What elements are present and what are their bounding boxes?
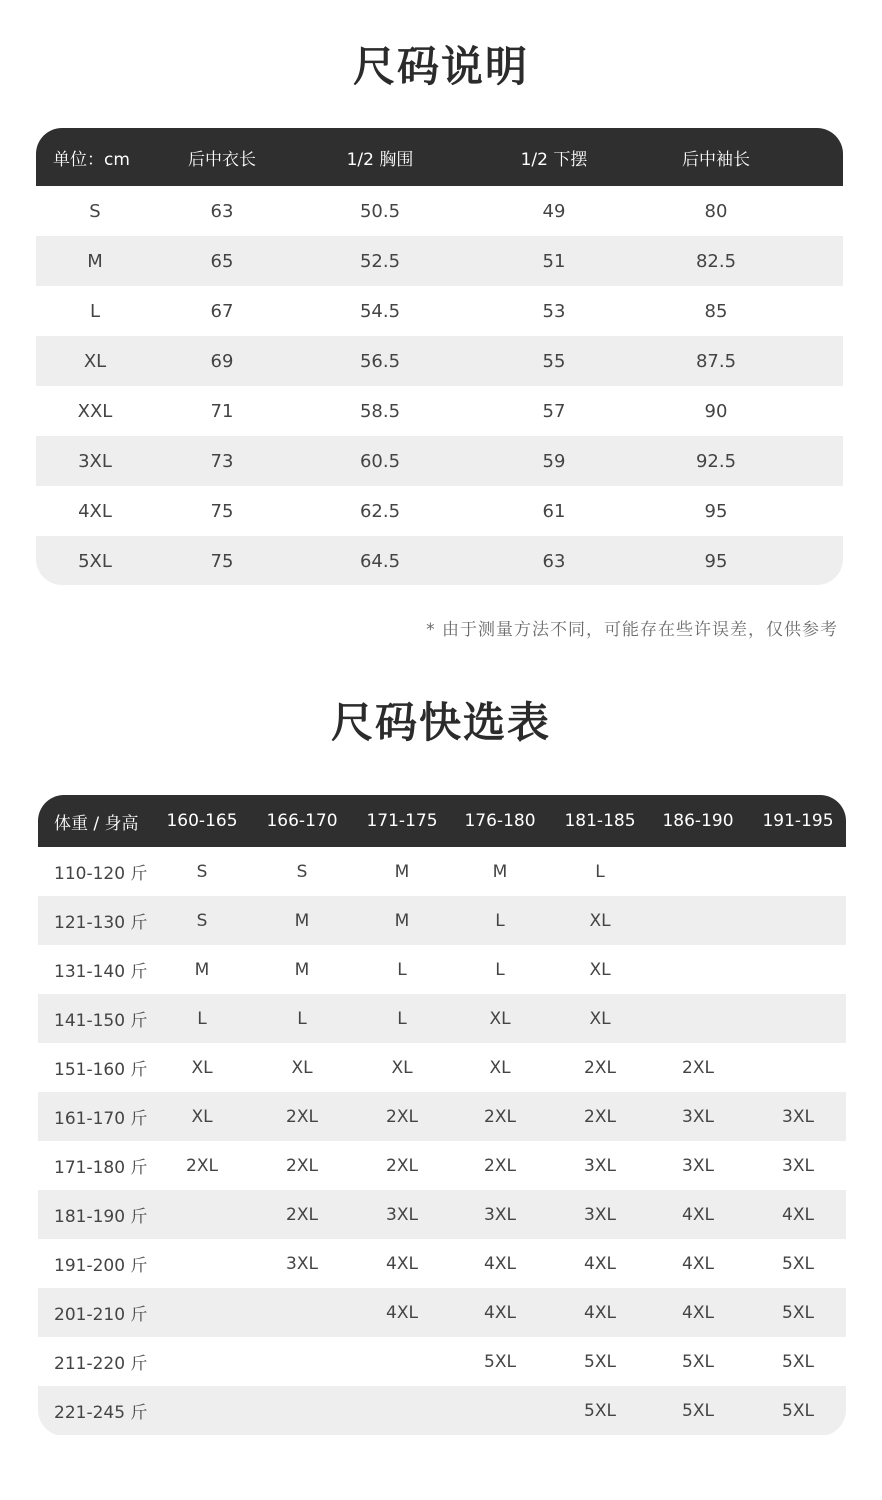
measurement-cell: 56.5 — [359, 350, 401, 372]
size-cell: M — [294, 959, 310, 980]
size-cell: 5XL — [682, 1351, 714, 1372]
size-cell: 4XL — [584, 1302, 616, 1323]
quick-size-header — [38, 795, 846, 847]
measurement-cell: 63 — [210, 200, 234, 222]
quick-size-row — [38, 1239, 846, 1288]
size-cell: 3XL — [782, 1106, 814, 1127]
size-cell: 3XL — [682, 1106, 714, 1127]
measurement-cell: 69 — [210, 350, 234, 372]
size-chart-header — [36, 128, 843, 186]
size-cell: 5XL — [682, 1400, 714, 1421]
size-cell: M — [492, 861, 508, 882]
size-cell: XL — [291, 1057, 313, 1078]
size-cell: 3XL — [584, 1204, 616, 1225]
size-cell: 2XL — [484, 1155, 516, 1176]
size-label: XL — [83, 350, 107, 372]
size-cell: L — [495, 910, 505, 931]
size-label: M — [87, 250, 103, 272]
measurement-cell: 95 — [704, 500, 728, 522]
size-cell — [738, 896, 846, 945]
size-cell: M — [394, 861, 410, 882]
size-cell: 4XL — [484, 1253, 516, 1274]
size-label: 5XL — [78, 550, 112, 572]
measurement-cell: 62.5 — [359, 500, 401, 522]
measurement-cell: 54.5 — [359, 300, 401, 322]
weight-range-label: 171-180 斤 — [54, 1158, 148, 1178]
measurement-cell: 73 — [210, 450, 234, 472]
size-cell: L — [297, 1008, 307, 1029]
quick-size-row — [38, 847, 846, 896]
size-cell: 3XL — [584, 1155, 616, 1176]
weight-range-label: 191-200 斤 — [54, 1256, 148, 1276]
size-label: 3XL — [78, 450, 112, 472]
size-cell: 2XL — [286, 1106, 318, 1127]
measurement-cell: 75 — [210, 550, 234, 572]
size-cell: 4XL — [484, 1302, 516, 1323]
size-chart-header-cell: 单位：cm — [53, 149, 130, 170]
size-cell — [738, 945, 846, 994]
size-cell: 5XL — [484, 1351, 516, 1372]
size-chart-header-cell: 1/2 胸围 — [346, 149, 414, 170]
measurement-cell: 57 — [542, 400, 566, 422]
size-cell: 4XL — [386, 1253, 418, 1274]
size-chart-table — [36, 128, 843, 585]
measurement-cell: 90 — [704, 400, 728, 422]
size-label: S — [89, 200, 101, 222]
weight-range-label: 141-150 斤 — [54, 1011, 148, 1031]
size-cell: 5XL — [782, 1400, 814, 1421]
size-chart-row — [36, 386, 843, 436]
size-cell: 4XL — [782, 1204, 814, 1225]
weight-range-label: 181-190 斤 — [54, 1207, 148, 1227]
size-cell: 3XL — [782, 1155, 814, 1176]
size-cell: 2XL — [484, 1106, 516, 1127]
size-cell: 2XL — [584, 1106, 616, 1127]
quick-size-table — [38, 795, 846, 1436]
quick-size-header-cell: 176-180 — [464, 811, 536, 831]
quick-size-body — [38, 847, 846, 1435]
measurement-cell: 50.5 — [359, 200, 401, 222]
size-cell: 2XL — [584, 1057, 616, 1078]
size-chart-header-cell: 1/2 下摆 — [520, 149, 588, 170]
quick-size-header-cell: 186-190 — [662, 811, 734, 831]
measurement-cell: 85 — [704, 300, 728, 322]
measurement-cell: 60.5 — [359, 450, 401, 472]
size-cell: 4XL — [682, 1204, 714, 1225]
size-cell: 4XL — [682, 1253, 714, 1274]
size-cell: 2XL — [286, 1204, 318, 1225]
size-cell: 2XL — [386, 1106, 418, 1127]
size-chart-row — [36, 286, 843, 336]
size-cell: XL — [589, 910, 611, 931]
weight-range-label: 211-220 斤 — [54, 1354, 148, 1374]
measurement-cell: 75 — [210, 500, 234, 522]
size-cell: XL — [589, 1008, 611, 1029]
measurement-cell: 52.5 — [359, 250, 401, 272]
measurement-note: * 由于测量方法不同，可能存在些许误差，仅供参考 — [426, 620, 838, 640]
size-cell: 4XL — [584, 1253, 616, 1274]
measurement-cell: 65 — [210, 250, 234, 272]
measurement-cell: 53 — [542, 300, 566, 322]
quick-size-row — [38, 1337, 846, 1386]
size-cell: XL — [391, 1057, 413, 1078]
quick-size-row — [38, 1190, 846, 1239]
size-cell: L — [397, 1008, 407, 1029]
measurement-cell: 67 — [210, 300, 234, 322]
size-chart-row — [36, 186, 843, 236]
size-cell: M — [194, 959, 210, 980]
quick-size-header-cell: 166-170 — [266, 811, 338, 831]
size-cell: 2XL — [682, 1057, 714, 1078]
size-cell: L — [595, 861, 605, 882]
size-label: XXL — [77, 400, 113, 422]
size-chart-header-cell: 后中袖长 — [682, 149, 750, 170]
size-cell: 5XL — [782, 1253, 814, 1274]
quick-chart-title: 尺码快选表 — [330, 698, 551, 747]
size-cell: L — [397, 959, 407, 980]
size-cell: 4XL — [682, 1302, 714, 1323]
size-cell: 5XL — [584, 1400, 616, 1421]
size-cell: 5XL — [782, 1351, 814, 1372]
quick-size-row — [38, 1386, 846, 1435]
size-cell: M — [394, 910, 410, 931]
quick-size-row — [38, 945, 846, 994]
measurement-cell: 95 — [704, 550, 728, 572]
size-cell: XL — [489, 1008, 511, 1029]
size-cell: 2XL — [286, 1155, 318, 1176]
quick-size-row — [38, 896, 846, 945]
size-cell: 4XL — [386, 1302, 418, 1323]
size-chart-body — [36, 186, 843, 585]
size-cell: S — [196, 910, 208, 931]
quick-size-row — [38, 1288, 846, 1337]
quick-size-header-cell: 体重 / 身高 — [54, 813, 139, 834]
measurement-cell: 71 — [210, 400, 234, 422]
quick-size-header-cell: 181-185 — [564, 811, 636, 831]
measurement-cell: 92.5 — [695, 450, 737, 472]
size-label: 4XL — [78, 500, 112, 522]
size-cell: XL — [191, 1106, 213, 1127]
size-chart-title: 尺码说明 — [352, 42, 529, 91]
size-cell — [738, 994, 846, 1043]
measurement-cell: 49 — [542, 200, 566, 222]
weight-range-label: 161-170 斤 — [54, 1109, 148, 1129]
size-chart-row — [36, 486, 843, 536]
weight-range-label: 131-140 斤 — [54, 962, 148, 982]
measurement-cell: 59 — [542, 450, 566, 472]
size-cell — [738, 847, 846, 896]
size-cell: 3XL — [682, 1155, 714, 1176]
size-cell: 2XL — [386, 1155, 418, 1176]
size-cell: L — [495, 959, 505, 980]
measurement-cell: 55 — [542, 350, 566, 372]
size-cell: S — [296, 861, 308, 882]
size-cell: 5XL — [584, 1351, 616, 1372]
measurement-cell: 63 — [542, 550, 566, 572]
measurement-cell: 61 — [542, 500, 566, 522]
quick-size-row — [38, 994, 846, 1043]
weight-range-label: 121-130 斤 — [54, 913, 148, 933]
measurement-cell: 80 — [704, 200, 728, 222]
size-chart-row — [36, 236, 843, 286]
size-cell: XL — [589, 959, 611, 980]
quick-size-header-cell: 160-165 — [166, 811, 238, 831]
quick-size-header-cell: 191-195 — [762, 811, 834, 831]
size-cell: L — [197, 1008, 207, 1029]
size-cell: 3XL — [286, 1253, 318, 1274]
measurement-cell: 82.5 — [695, 250, 737, 272]
size-cell: S — [196, 861, 208, 882]
quick-size-row — [38, 1043, 846, 1092]
size-cell: XL — [489, 1057, 511, 1078]
size-chart-row — [36, 536, 843, 585]
size-chart-header-cell: 后中衣长 — [188, 149, 256, 170]
weight-range-label: 221-245 斤 — [54, 1403, 148, 1423]
size-cell: 3XL — [484, 1204, 516, 1225]
size-cell: 3XL — [386, 1204, 418, 1225]
size-cell: M — [294, 910, 310, 931]
size-label: L — [89, 300, 101, 322]
size-cell: XL — [191, 1057, 213, 1078]
size-cell: 2XL — [186, 1155, 218, 1176]
measurement-cell: 87.5 — [695, 350, 737, 372]
size-chart-row — [36, 436, 843, 486]
size-chart-row — [36, 336, 843, 386]
measurement-cell: 64.5 — [359, 550, 401, 572]
weight-range-label: 201-210 斤 — [54, 1305, 148, 1325]
measurement-cell: 58.5 — [359, 400, 401, 422]
size-cell: 5XL — [782, 1302, 814, 1323]
quick-size-header-cell: 171-175 — [366, 811, 438, 831]
weight-range-label: 110-120 斤 — [54, 864, 148, 884]
weight-range-label: 151-160 斤 — [54, 1060, 148, 1080]
quick-size-row — [38, 1141, 846, 1190]
size-cell — [738, 1043, 846, 1092]
measurement-cell: 51 — [542, 250, 566, 272]
quick-size-row — [38, 1092, 846, 1141]
